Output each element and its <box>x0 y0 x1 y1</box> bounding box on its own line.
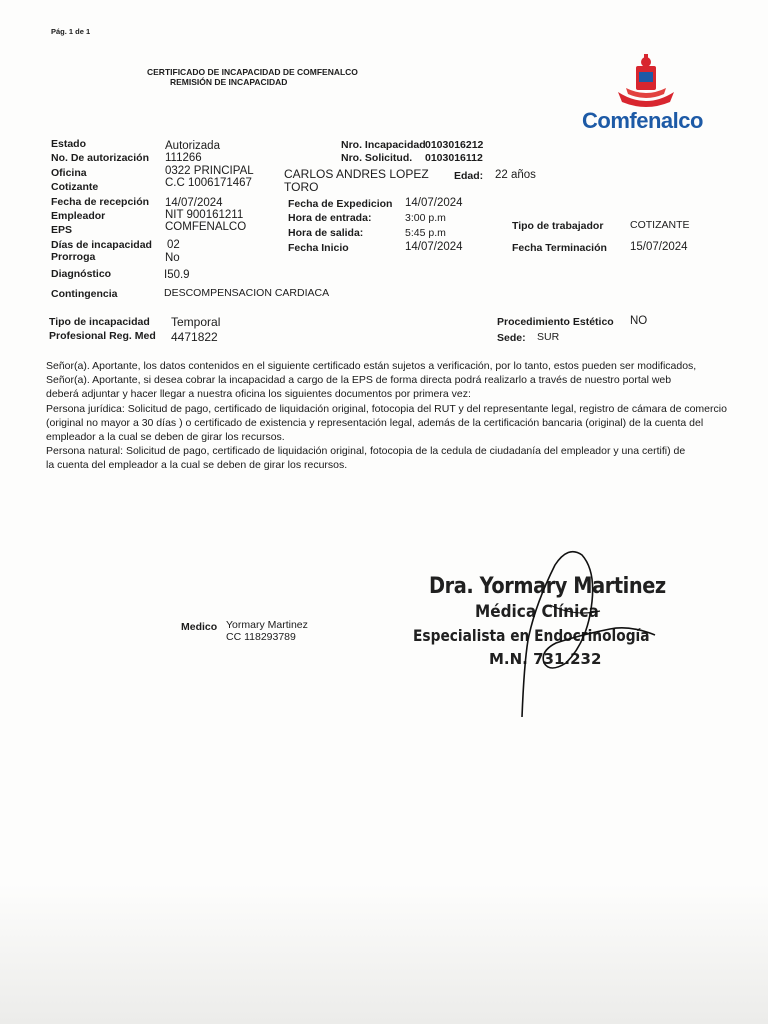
estado-value: Autorizada <box>165 140 220 152</box>
diagnostico-value: I50.9 <box>164 269 190 281</box>
prorroga-label: Prorroga <box>51 251 96 263</box>
inicio-label: Fecha Inicio <box>288 242 349 254</box>
salida-label: Hora de salida: <box>288 227 364 239</box>
terminacion-value: 15/07/2024 <box>630 241 688 253</box>
expedicion-label: Fecha de Expedicion <box>288 198 393 210</box>
profesional-label: Profesional Reg. Med <box>49 330 156 342</box>
salida-value: 5:45 p.m <box>405 227 446 239</box>
medico-name: Yormary Martinez <box>226 619 308 631</box>
dias-value: 02 <box>167 239 180 251</box>
empleador-value: NIT 900161211 <box>165 209 244 221</box>
notice-paragraph: Persona jurídica: Solicitud de pago, certificado de liquidación original, fotocopia del RUT y del representante legal, registro de cámara de comercio (original no mayor a 30 días ) o certificado de existencia y representación legal, además de la certificación bancaria (original) de la cuenta del empleador a la cual se deben de girar los recursos. <box>46 402 727 444</box>
document-title: CERTIFICADO DE INCAPACIDAD DE COMFENALCO <box>147 67 358 77</box>
edad-label: Edad: <box>454 170 484 182</box>
stamp-specialty: Especialista en Endocrinología <box>413 626 650 645</box>
logo-text: Comfenalco <box>582 108 703 133</box>
notice-paragraph: Señor(a). Aportante, los datos contenidos en el siguiente certificado están sujetos a verificación, por lo tanto, estos pueden ser modificados, <box>46 360 697 372</box>
profesional-value: 4471822 <box>171 330 218 344</box>
entrada-value: 3:00 p.m <box>405 212 446 224</box>
inicio-value: 14/07/2024 <box>405 241 463 253</box>
notice-text <box>46 359 731 473</box>
eps-label: EPS <box>51 224 73 236</box>
oficina-value: 0322 PRINCIPAL <box>165 165 254 177</box>
empleador-label: Empleador <box>51 210 106 222</box>
nombre-line2: TORO <box>284 180 319 194</box>
sede-label: Sede: <box>497 332 526 344</box>
signature-scribble <box>480 545 660 720</box>
autorizacion-label: No. De autorización <box>51 152 150 164</box>
medico-label: Medico <box>181 621 218 633</box>
logo-emblem-icon <box>580 52 712 110</box>
cotizante-label: Cotizante <box>51 181 99 193</box>
contingencia-label: Contingencia <box>51 288 118 300</box>
edad-value: 22 años <box>495 169 536 181</box>
nro-solicitud-label: Nro. Solicitud. <box>341 152 413 164</box>
sede-value: SUR <box>537 331 560 343</box>
diagnostico-label: Diagnóstico <box>51 268 112 280</box>
dias-label: Días de incapacidad <box>51 239 152 251</box>
page-number: Pág. 1 de 1 <box>51 27 91 36</box>
expedicion-value: 14/07/2024 <box>405 197 463 209</box>
stamp-registration: M.N. 731.232 <box>489 650 602 668</box>
notice-paragraph: Persona natural: Solicitud de pago, certificado de liquidación original, fotocopia de la cedula de ciudadanía del empleador y una certifi) de la cuenta del empleador a la cual se deben de girar los recursos. <box>46 445 686 472</box>
estetico-value: NO <box>630 315 648 327</box>
notice-paragraph: deberá adjuntar y hacer llegar a nuestra oficina los siguientes documentos por primera vez: <box>46 388 471 401</box>
entrada-label: Hora de entrada: <box>288 212 372 224</box>
terminacion-label: Fecha Terminación <box>512 242 607 254</box>
tipo-trabajador-label: Tipo de trabajador <box>512 220 604 232</box>
nro-incapacidad-value: 0103016212 <box>425 139 484 151</box>
oficina-label: Oficina <box>51 167 87 179</box>
nro-incapacidad-label: Nro. Incapacidad <box>341 139 426 151</box>
medico-id: CC 118293789 <box>226 631 296 643</box>
contingencia-value: DESCOMPENSACION CARDIACA <box>164 287 330 299</box>
nro-solicitud-value: 0103016112 <box>425 152 483 164</box>
recepcion-label: Fecha de recepción <box>51 196 150 208</box>
stamp-name: Dra. Yormary Martinez <box>429 574 666 599</box>
eps-value: COMFENALCO <box>165 221 247 233</box>
notice-paragraph: Señor(a). Aportante, si desea cobrar la incapacidad a cargo de la EPS de forma directa podrá realizarlo a través de nuestro portal web <box>46 374 672 387</box>
page-shadow <box>0 884 768 1024</box>
cotizante-value: C.C 1006171467 <box>165 177 252 189</box>
document-subtitle: REMISIÓN DE INCAPACIDAD <box>170 77 288 87</box>
comfenalco-logo <box>580 52 712 136</box>
estado-label: Estado <box>51 138 87 150</box>
stamp-title: Médica Clínica <box>475 602 599 622</box>
tipo-incapacidad-value: Temporal <box>171 315 221 329</box>
recepcion-value: 14/07/2024 <box>165 197 223 209</box>
autorizacion-value: 111266 <box>165 152 202 164</box>
prorroga-value: No <box>165 252 180 264</box>
estetico-label: Procedimiento Estético <box>497 316 614 328</box>
nombre-line1: CARLOS ANDRES LOPEZ <box>284 167 429 181</box>
tipo-trabajador-value: COTIZANTE <box>630 219 690 231</box>
tipo-incapacidad-label: Tipo de incapacidad <box>49 316 150 328</box>
